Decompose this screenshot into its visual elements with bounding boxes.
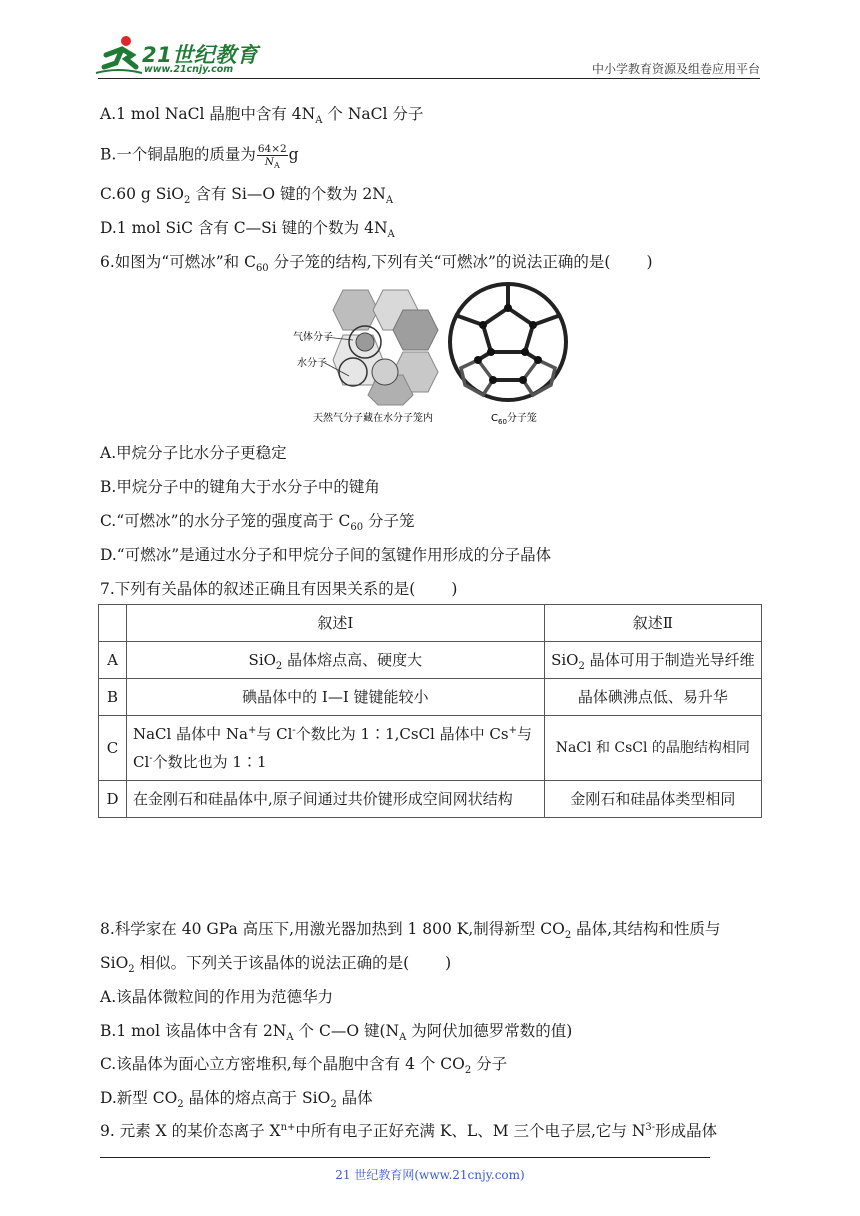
statement-1: 在金刚石和硅晶体中,原子间通过共价键形成空间网状结构: [126, 781, 544, 818]
statement-2: NaCl 和 CsCl 的晶胞结构相同: [544, 716, 761, 781]
fraction: $\frac{64\times 2}{N_A}$: [257, 143, 287, 171]
q8-option-b: B.1 mol 该晶体中含有 $2N_A$ 个 C—O 键($N_A$ 为阿伏加德罗常数的值): [100, 1022, 573, 1044]
q8-stem-line1: 8.科学家在 40 GPa 高压下,用激光器加热到 1 800 K,制得新型 $CO_2$ 晶体,其结构和性质与: [100, 920, 721, 942]
table-row: [99, 781, 762, 818]
table-row: [99, 679, 762, 716]
table-header-cell: 叙述Ⅰ: [126, 605, 544, 642]
row-key: A: [99, 642, 127, 679]
platform-title: 中小学教育资源及组卷应用平台: [591, 62, 760, 76]
footer-link[interactable]: 21 世纪教育网(www.21cnjy.com): [335, 1168, 525, 1182]
caption-left: 天然气分子藏在水分子笼内: [313, 413, 433, 424]
statement-1: 碘晶体中的 I—I 键键能较小: [126, 679, 544, 716]
q8-option-d: D.新型 $CO_2$ 晶体的熔点高于 SiO$_2$ 晶体: [100, 1089, 373, 1111]
q6-option-b: B.甲烷分子中的键角大于水分子中的键角: [100, 478, 380, 496]
q5-option-b: B.一个铜晶胞的质量为 $\frac{64\times 2}{N_A}$ g: [100, 143, 299, 171]
q5-option-c: C.60 g SiO$_2$ 含有 Si—O 键的个数为 $2N_A$: [100, 185, 394, 207]
row-key: C: [99, 716, 127, 781]
site-logo: [92, 33, 262, 79]
q6-stem: 6.如图为“可燃冰”和 $C_{60}$ 分子笼的结构,下列有关“可燃冰”的说法正确的是( ): [100, 253, 653, 275]
q6-option-c: C.“可燃冰”的水分子笼的强度高于 $C_{60}$ 分子笼: [100, 512, 415, 534]
statement-2: 晶体碘沸点低、易升华: [544, 679, 761, 716]
table-row: [99, 642, 762, 679]
table-row: [99, 716, 762, 781]
clathrate-and-c60-diagram: [283, 280, 577, 430]
q5-option-d: D.1 mol SiC 含有 C—Si 键的个数为 $4N_A$: [100, 219, 395, 241]
statement-2: 金刚石和硅晶体类型相同: [544, 781, 761, 818]
q6-option-d: D.“可燃冰”是通过水分子和甲烷分子间的氢键作用形成的分子晶体: [100, 546, 552, 564]
hydrate-cage-graphic: [323, 290, 438, 405]
statement-2: SiO$_2$ 晶体可用于制造光导纤维: [544, 642, 761, 679]
footer-divider: [100, 1157, 710, 1158]
row-key: B: [99, 679, 127, 716]
q8-option-a: A.该晶体微粒间的作用为范德华力: [100, 988, 334, 1006]
header-divider: [98, 78, 760, 79]
table-header-row: [99, 605, 762, 642]
label-water-molecule: 水分子: [297, 358, 327, 369]
c60-cage-graphic: [450, 284, 566, 400]
table-header-cell: [99, 605, 127, 642]
statement-1: NaCl 晶体中 Na+与 Cl-个数比为 1∶1,CsCl 晶体中 Cs+与 Cl-个数比也为 1∶1: [126, 716, 544, 781]
runner-logo-icon: [92, 33, 144, 77]
table-header-cell: 叙述Ⅱ: [544, 605, 761, 642]
label-gas-molecule: 气体分子: [293, 332, 333, 343]
q8-stem-line2: SiO$_2$ 相似。下列关于该晶体的说法正确的是( ): [100, 954, 452, 976]
q5-option-a: A.1 mol NaCl 晶胞中含有 $4N_A$ 个 NaCl 分子: [100, 105, 424, 127]
q7-stem: 7.下列有关晶体的叙述正确且有因果关系的是( ): [100, 580, 458, 598]
logo-url: www.21cnjy.com: [144, 64, 234, 75]
q8-option-c: C.该晶体为面心立方密堆积,每个晶胞中含有 4 个 $CO_2$ 分子: [100, 1055, 508, 1077]
q6-figure: [283, 280, 577, 430]
row-key: D: [99, 781, 127, 818]
q6-option-a: A.甲烷分子比水分子更稳定: [100, 444, 287, 462]
logo-text: 21世纪教育: [142, 43, 259, 67]
q9-stem: 9. 元素 X 的某价态离子 $X^{n+}$中所有电子正好充满 K、L、M 三个电子层,它与 $N^{3-}$形成晶体: [100, 1121, 718, 1140]
caption-right: $C_{60}$分子笼: [491, 413, 537, 426]
statement-1: SiO$_2$ 晶体熔点高、硬度大: [126, 642, 544, 679]
q7-table: [98, 604, 762, 818]
